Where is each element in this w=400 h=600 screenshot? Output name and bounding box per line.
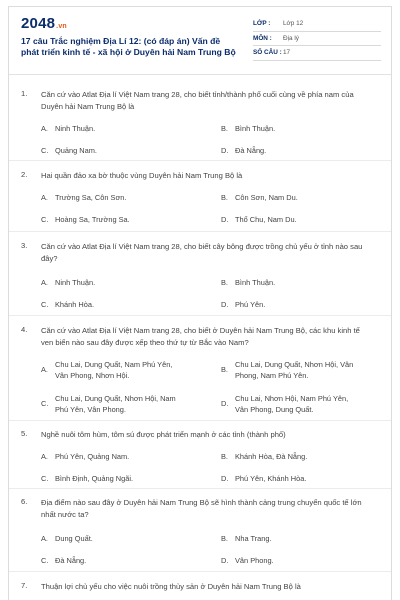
question-text: Thuận lợi chủ yếu cho việc nuôi trồng thủy sản ở Duyên hải Nam Trung Bộ là xyxy=(41,582,301,591)
option-a[interactable]: A. Chu Lai, Dung Quất, Nam Phú Yên, Vân Phong, Nhơn Hội. xyxy=(41,360,173,380)
option-b[interactable]: B. Bình Thuận. xyxy=(221,124,276,133)
question-text: Địa điểm nào sau đây ở Duyên hải Nam Trung Bộ sẽ hình thành cảng trung chuyển quốc tế lớn nhất nước ta? xyxy=(41,498,362,519)
question-number: 1. xyxy=(21,89,28,98)
option-d[interactable]: D. Vân Phong. xyxy=(221,556,274,565)
option-c[interactable]: C. Khánh Hòa. xyxy=(41,300,95,309)
option-d[interactable]: D. Phú Yên. xyxy=(221,300,266,309)
option-d[interactable]: D. Đà Nẵng. xyxy=(221,146,267,155)
option-a[interactable]: A. Trường Sa, Côn Sơn. xyxy=(41,193,127,202)
meta-row-subject xyxy=(253,32,381,47)
option-a[interactable]: A. Dung Quất. xyxy=(41,534,93,543)
option-d[interactable]: D. Thổ Chu, Nam Du. xyxy=(221,215,297,224)
option-b[interactable]: B. Nha Trang. xyxy=(221,534,272,543)
header-divider xyxy=(9,74,391,75)
meta-value: Lớp 12 xyxy=(283,20,304,28)
option-c[interactable]: C. Bình Định, Quảng Ngãi. xyxy=(41,474,134,483)
option-b[interactable]: B. Khánh Hòa, Đà Nẵng. xyxy=(221,452,308,461)
option-d[interactable]: D. Chu Lai, Nhơn Hội, Nam Phú Yên, Vân Phong, Dung Quất. xyxy=(221,394,349,414)
meta-key: LỚP : xyxy=(253,20,271,28)
option-c[interactable]: C. Đà Nẵng. xyxy=(41,556,87,565)
question-number: 7. xyxy=(21,581,28,590)
question-number: 4. xyxy=(21,325,28,334)
option-b[interactable]: B. Bình Thuận. xyxy=(221,278,276,287)
question-separator xyxy=(9,571,391,572)
question-text: Hai quần đảo xa bờ thuộc vùng Duyên hải Nam Trung Bộ là xyxy=(41,171,243,180)
question-text: Căn cứ vào Atlat Địa lí Việt Nam trang 28, cho biết cây bông được trồng chủ yếu ở tỉnh nào sau đây? xyxy=(41,242,363,263)
document-title: 17 câu Trắc nghiệm Địa Lí 12: (có đáp án) Vấn đề phát triển kinh tế - xã hội ở Duyên hải Nam Trung Bộ xyxy=(21,36,236,57)
document-header xyxy=(9,7,391,69)
option-c[interactable]: C. Quảng Nam. xyxy=(41,146,97,155)
meta-table xyxy=(253,17,381,61)
question-text: Căn cứ vào Atlat Địa lí Việt Nam trang 28, cho biết tỉnh/thành phố cuối cùng về phía nam của Duyên hải Nam Trung Bộ là xyxy=(41,90,354,111)
meta-value: Địa lý xyxy=(283,34,299,42)
meta-row-count xyxy=(253,46,381,61)
option-a[interactable]: A. Phú Yên, Quảng Nam. xyxy=(41,452,130,461)
site-logo[interactable]: 2048.vn xyxy=(21,15,67,32)
meta-value: 17 xyxy=(283,49,291,57)
question-separator xyxy=(9,160,391,161)
meta-row-class xyxy=(253,17,381,32)
question-number: 2. xyxy=(21,170,28,179)
question-text: Căn cứ vào Atlat Địa lí Việt Nam trang 28, cho biết ở Duyên hải Nam Trung Bộ, các khu kinh tế ven biển nào sau đây được xếp theo thứ tự từ Bắc vào Nam? xyxy=(41,326,360,347)
question-number: 6. xyxy=(21,497,28,506)
question-separator xyxy=(9,315,391,316)
question-separator xyxy=(9,231,391,232)
question-number: 3. xyxy=(21,241,28,250)
option-a[interactable]: A. Ninh Thuận. xyxy=(41,278,96,287)
option-d[interactable]: D. Phú Yên, Khánh Hòa. xyxy=(221,474,307,483)
option-c[interactable]: C. Chu Lai, Dung Quất, Nhơn Hội, Nam Phú Yên, Vân Phong. xyxy=(41,394,176,414)
question-number: 5. xyxy=(21,429,28,438)
meta-key: MÔN : xyxy=(253,34,272,42)
document-page xyxy=(8,6,392,600)
question-text: Nghề nuôi tôm hùm, tôm sú được phát triển mạnh ở các tỉnh (thành phố) xyxy=(41,430,286,439)
meta-key: SỐ CÂU : xyxy=(253,49,282,57)
option-a[interactable]: A. Ninh Thuận. xyxy=(41,124,96,133)
question-separator xyxy=(9,420,391,421)
option-b[interactable]: B. Chu Lai, Dung Quất, Nhơn Hội, Vân Phong, Nam Phú Yên. xyxy=(221,360,354,380)
option-b[interactable]: B. Côn Sơn, Nam Du. xyxy=(221,193,298,202)
option-c[interactable]: C. Hoàng Sa, Trường Sa. xyxy=(41,215,130,224)
question-separator xyxy=(9,488,391,489)
